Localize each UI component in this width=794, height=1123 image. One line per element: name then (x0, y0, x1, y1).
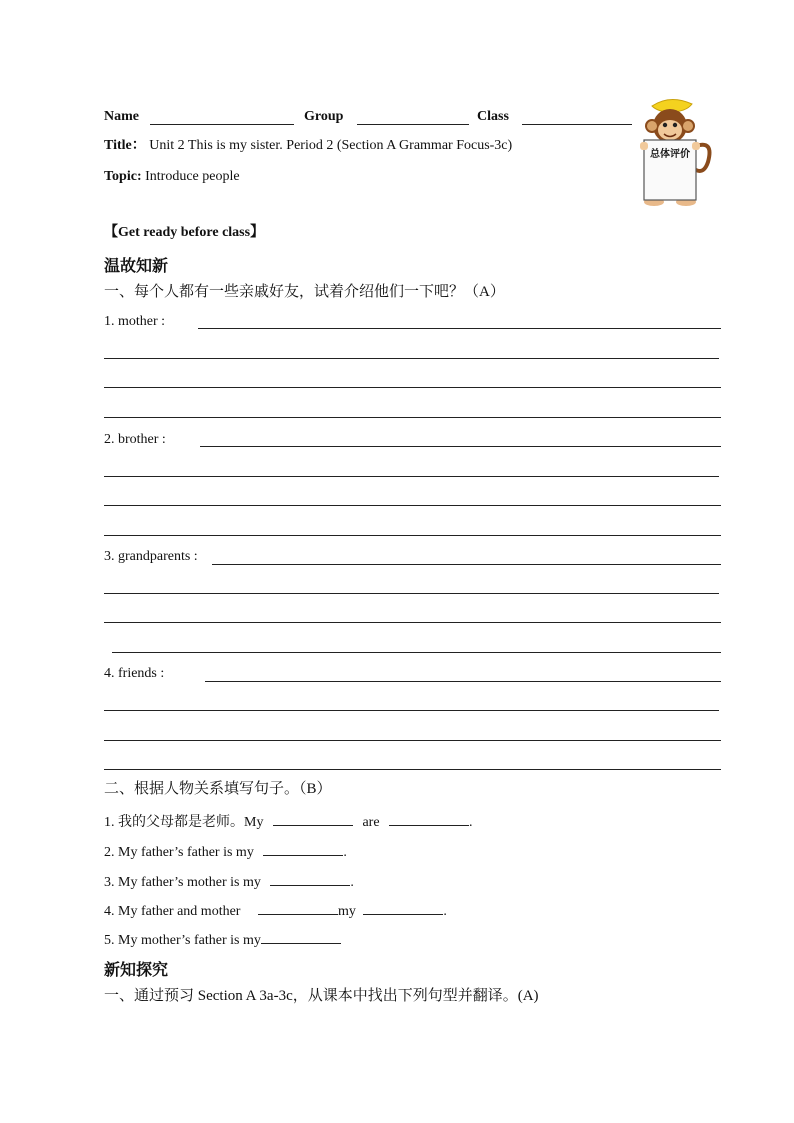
sub-heading-review: 温故知新 (104, 258, 169, 275)
answer-line[interactable] (104, 740, 721, 741)
topic-row (104, 168, 240, 186)
sentence-2 (104, 841, 347, 862)
part2-title: 二、根据人物关系填写句子。（B） (104, 781, 332, 797)
answer-line[interactable] (104, 535, 721, 536)
sentence-3-blank[interactable] (270, 871, 350, 886)
sentence-1-period: . (469, 815, 473, 830)
section-heading-ready: 【Get ready before class】 (104, 225, 265, 240)
answer-line[interactable] (205, 681, 721, 682)
sentence-4-blank-1[interactable] (258, 900, 338, 915)
badge-text: 总体评价 (650, 149, 690, 160)
answer-line[interactable] (104, 622, 721, 623)
class-field[interactable] (522, 124, 632, 125)
sentence-4-blank-2[interactable] (363, 900, 443, 915)
name-field[interactable] (150, 124, 294, 125)
answer-line[interactable] (104, 505, 721, 506)
sentence-4-period: . (443, 904, 447, 919)
sentence-3-text: 3. My father’s mother is my (104, 875, 261, 890)
sub-heading-new-knowledge: 新知探究 (104, 962, 169, 979)
answer-line[interactable] (104, 476, 719, 477)
item-mother-label: 1. mother : (104, 314, 166, 329)
new-part1-title: 一、通过预习 Section A 3a-3c，从课本中找出下列句型并翻译。(A) (104, 988, 539, 1004)
answer-line[interactable] (104, 417, 721, 418)
topic-label: Topic: (104, 169, 142, 184)
title-label: Title： (104, 138, 146, 153)
sentence-1-blank-1[interactable] (273, 811, 353, 826)
sentence-3-period: . (350, 875, 354, 890)
group-label: Group (304, 109, 344, 124)
title-value: Unit 2 This is my sister. Period 2 (Section A Grammar Focus-3c) (149, 138, 513, 153)
sentence-1-are: are (362, 815, 380, 830)
sentence-4-text: 4. My father and mother (104, 904, 241, 919)
item-friends-label: 4. friends : (104, 666, 165, 681)
answer-line[interactable] (200, 446, 721, 447)
answer-line[interactable] (112, 652, 721, 653)
group-field[interactable] (357, 124, 469, 125)
part1-title: 一、每个人都有一些亲戚好友，试着介绍他们一下吧？（A） (104, 284, 505, 300)
monkey-evaluation-icon (630, 96, 714, 210)
answer-line[interactable] (104, 358, 719, 359)
class-label: Class (477, 109, 509, 124)
sentence-3 (104, 871, 354, 892)
sentence-4 (104, 900, 447, 921)
answer-line[interactable] (198, 328, 721, 329)
topic-value: Introduce people (145, 169, 240, 184)
sentence-1-blank-2[interactable] (389, 811, 469, 826)
sentence-5 (104, 929, 341, 950)
answer-line[interactable] (104, 387, 721, 388)
sentence-5-text: 5. My mother’s father is my (104, 933, 261, 948)
answer-line[interactable] (104, 593, 719, 594)
item-brother-label: 2. brother : (104, 432, 166, 447)
sentence-1 (104, 811, 473, 832)
sentence-1-text: 1. 我的父母都是老师。My (104, 815, 264, 830)
name-label: Name (104, 109, 139, 124)
title-row (104, 137, 512, 155)
sentence-2-period: . (343, 845, 347, 860)
item-grandparents-label: 3. grandparents : (104, 549, 198, 564)
answer-line[interactable] (212, 564, 721, 565)
answer-line[interactable] (104, 769, 721, 770)
sentence-5-blank[interactable] (261, 929, 341, 944)
sentence-4-my: my (337, 904, 356, 919)
sentence-2-text: 2. My father’s father is my (104, 845, 254, 860)
sentence-2-blank[interactable] (263, 841, 343, 856)
answer-line[interactable] (104, 710, 719, 711)
